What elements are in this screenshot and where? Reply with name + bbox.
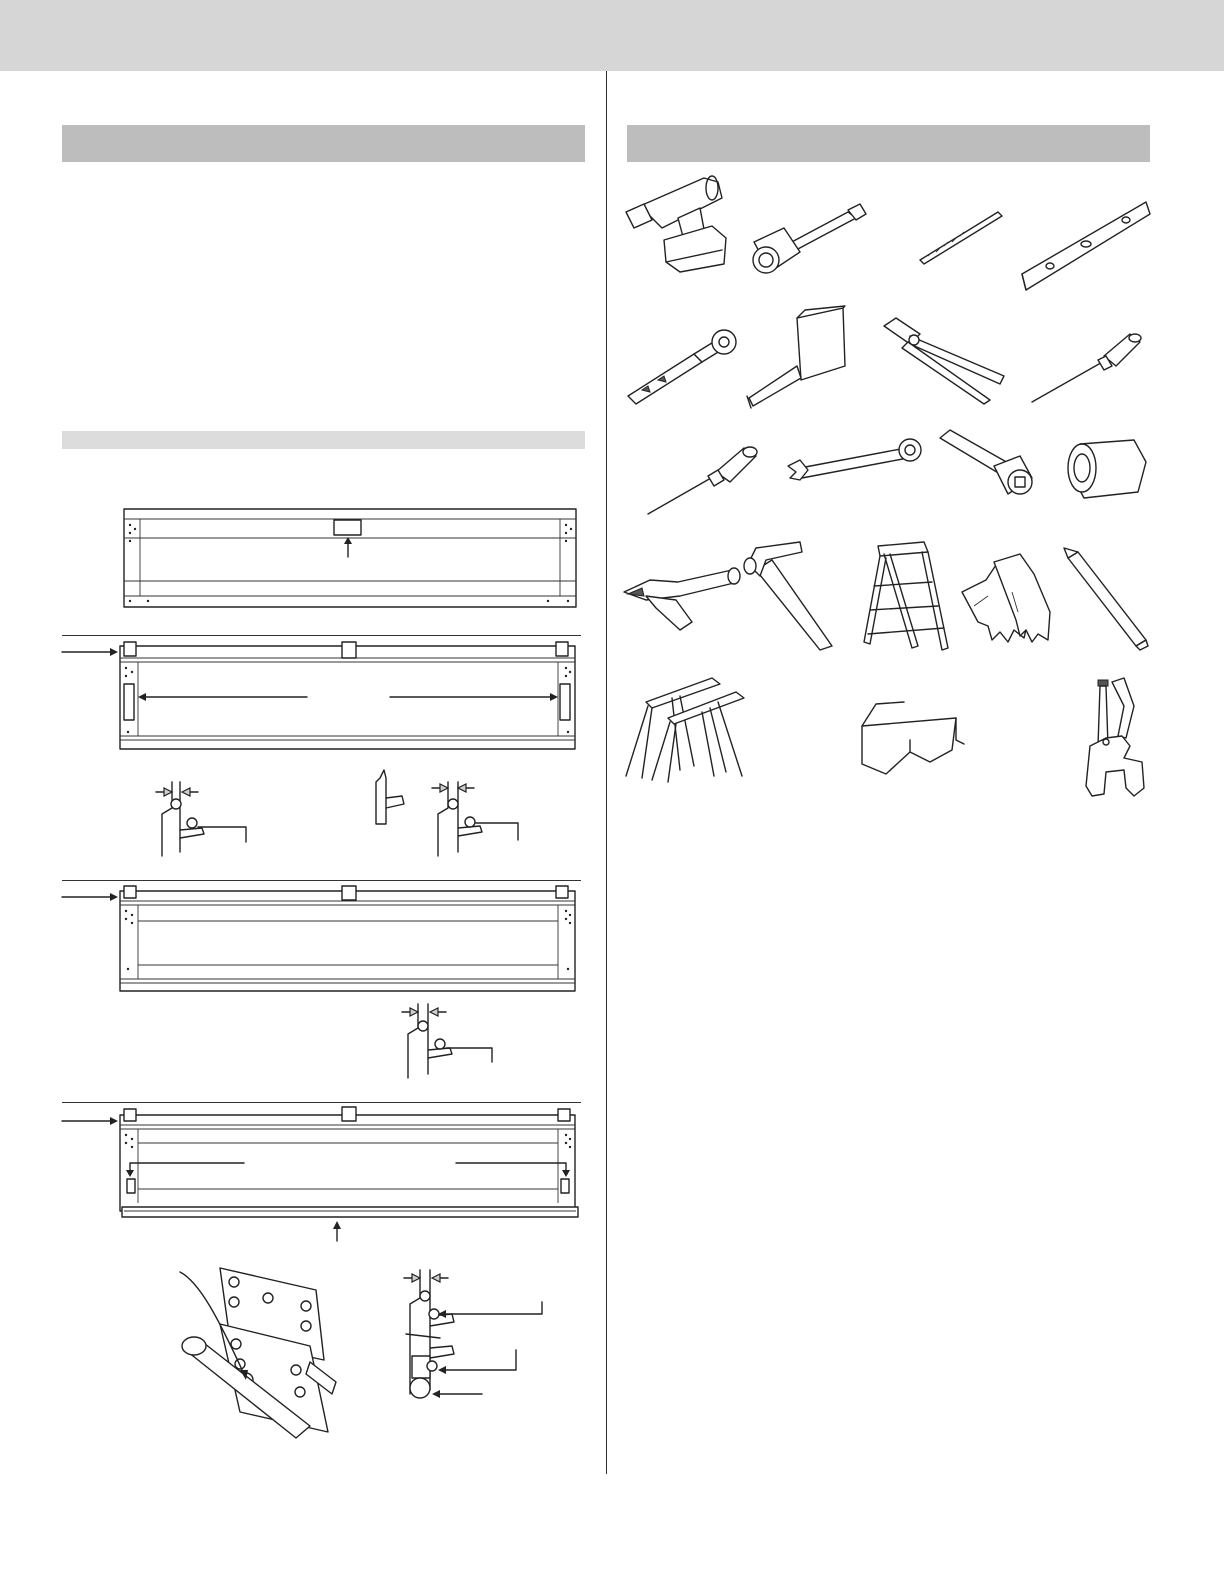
step-rule-3 bbox=[62, 1102, 581, 1103]
safety-glasses-icon bbox=[856, 700, 968, 776]
drill-bit-icon bbox=[918, 208, 1004, 264]
tape-measure-icon bbox=[745, 306, 855, 410]
work-gloves-icon bbox=[958, 552, 1058, 646]
socket-extension-icon bbox=[936, 426, 1036, 498]
hinge-roller-detail bbox=[400, 1270, 550, 1410]
flat-screwdriver-icon bbox=[1026, 326, 1146, 406]
socket-icon bbox=[1064, 438, 1150, 500]
left-sub-header bbox=[62, 431, 585, 449]
step-ladder-icon bbox=[862, 540, 952, 654]
pencil-icon bbox=[1062, 546, 1152, 650]
left-section-header bbox=[62, 125, 585, 162]
socket-driver-icon bbox=[748, 202, 868, 282]
locking-c-clamp-icon bbox=[1082, 676, 1152, 800]
combination-wrench-icon bbox=[786, 436, 924, 482]
right-section-header bbox=[627, 125, 1150, 162]
column-divider bbox=[606, 71, 607, 1474]
door-section-with-hinges bbox=[62, 640, 582, 755]
end-cutting-pliers-icon bbox=[880, 316, 1010, 406]
door-section-stacked bbox=[62, 885, 582, 997]
ratchet-drill-bit-icon bbox=[624, 326, 742, 406]
phillips-screwdriver-icon bbox=[644, 438, 766, 518]
level-icon bbox=[1020, 200, 1152, 294]
step-rule-1 bbox=[62, 635, 581, 636]
hammer-icon bbox=[736, 540, 846, 652]
hinge-gap-detail-c bbox=[396, 1004, 506, 1082]
door-section-with-label bbox=[118, 503, 583, 613]
roller-hinge bbox=[160, 1262, 350, 1452]
step-rule-2 bbox=[62, 880, 581, 881]
locking-pliers-icon bbox=[620, 560, 742, 634]
sawhorses-icon bbox=[622, 672, 750, 784]
bottom-section bbox=[62, 1107, 584, 1247]
power-drill-icon bbox=[622, 168, 732, 276]
top-band bbox=[0, 0, 1224, 71]
hinge-gap-detail-b bbox=[368, 768, 528, 862]
hinge-gap-detail-a bbox=[150, 782, 260, 862]
door-label bbox=[334, 520, 361, 535]
